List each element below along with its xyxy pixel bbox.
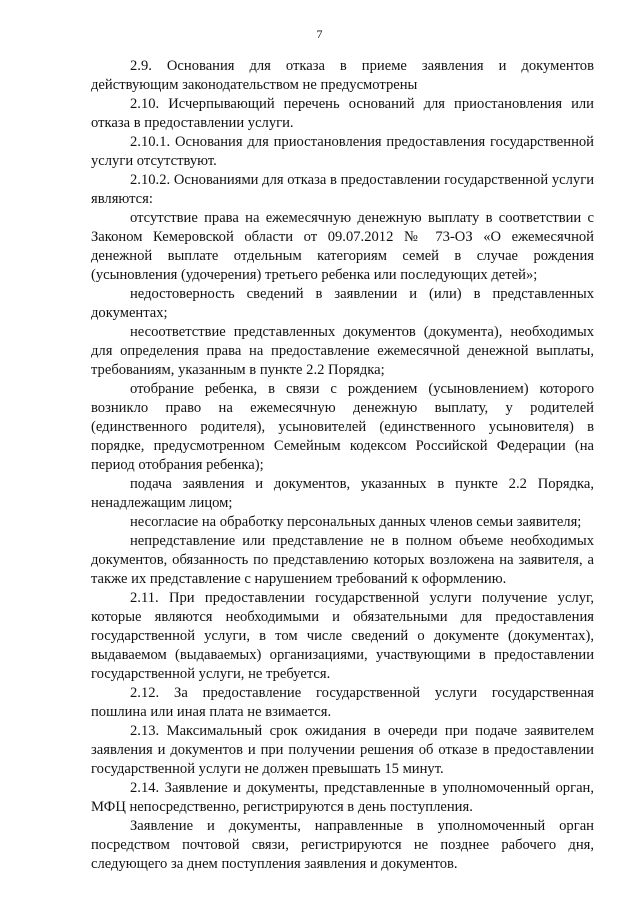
paragraph-no-data-consent: несогласие на обработку персональных данных членов семьи заявителя; [130,514,582,530]
paragraph-document-mismatch: несоответствие представленных документов (документа), необходимых для определения права на предоставление ежемесячной денежной выплаты, требованиям, указанным в пункте 2.2 Порядка; [91,324,594,378]
paragraph-2-14: 2.14. Заявление и документы, представленные в уполномоченный орган, МФЦ непосредственно, регистрируются в день поступления. [91,780,594,815]
paragraph-2-10: 2.10. Исчерпывающий перечень оснований для приостановления или отказа в предоставлении услуги. [91,96,594,131]
paragraph-postal-registration: Заявление и документы, направленные в уполномоченный орган посредством почтовой связи, регистрируются не позднее рабочего дня, следующего за днем поступления заявления и документов. [91,818,594,872]
paragraph-false-information: недостоверность сведений в заявлении и (или) в представленных документах; [91,286,594,321]
document-body [91,57,594,874]
paragraph-child-removal: отобрание ребенка, в связи с рождением (усыновлением) которого возникло право на ежемесячную денежную выплату, у родителей (единственного родителя), усыновителей (единственного усыновителя) в порядке, предусмотренном Семейным кодексом Российской Федерации (на период отобрания ребенка); [91,381,594,473]
paragraph-2-12: 2.12. За предоставление государственной услуги государственная пошлина или иная плата не взимается. [91,685,594,720]
paragraph-2-13: 2.13. Максимальный срок ожидания в очереди при подаче заявителем заявления и документов и при получении решения об отказе в предоставлении государственной услуги не должен превышать 15 минут. [91,723,594,777]
paragraph-2-11: 2.11. При предоставлении государственной услуги получение услуг, которые являются необходимыми и обязательными для предоставления государственной услуги, в том числе сведений о документе (документах), выдаваемом (выдаваемых) организациями, участвующими в предоставлении государственной услуги, не требуется. [91,590,594,682]
paragraph-improper-person: подача заявления и документов, указанных в пункте 2.2 Порядка, ненадлежащим лицом; [91,476,594,511]
page-number: 7 [316,27,323,41]
paragraph-2-10-2: 2.10.2. Основаниями для отказа в предоставлении государственной услуги являются: [91,172,594,207]
paragraph-2-10-1: 2.10.1. Основания для приостановления предоставления государственной услуги отсутствуют. [91,134,594,169]
paragraph-no-right-to-payment: отсутствие права на ежемесячную денежную выплату в соответствии с Законом Кемеровской области от 09.07.2012 № 73-ОЗ «О ежемесячной денежной выплате отдельным категориям семей в случае рождения (усыновления (удочерения) третьего ребенка или последующих детей»; [91,210,594,283]
paragraph-incomplete-documents: непредставление или представление не в полном объеме необходимых документов, обязанность по представлению которых возложена на заявителя, а также их представление с нарушением требований к оформлению. [91,533,594,587]
paragraph-2-9: 2.9. Основания для отказа в приеме заявления и документов действующим законодательством не предусмотрены [91,58,594,93]
